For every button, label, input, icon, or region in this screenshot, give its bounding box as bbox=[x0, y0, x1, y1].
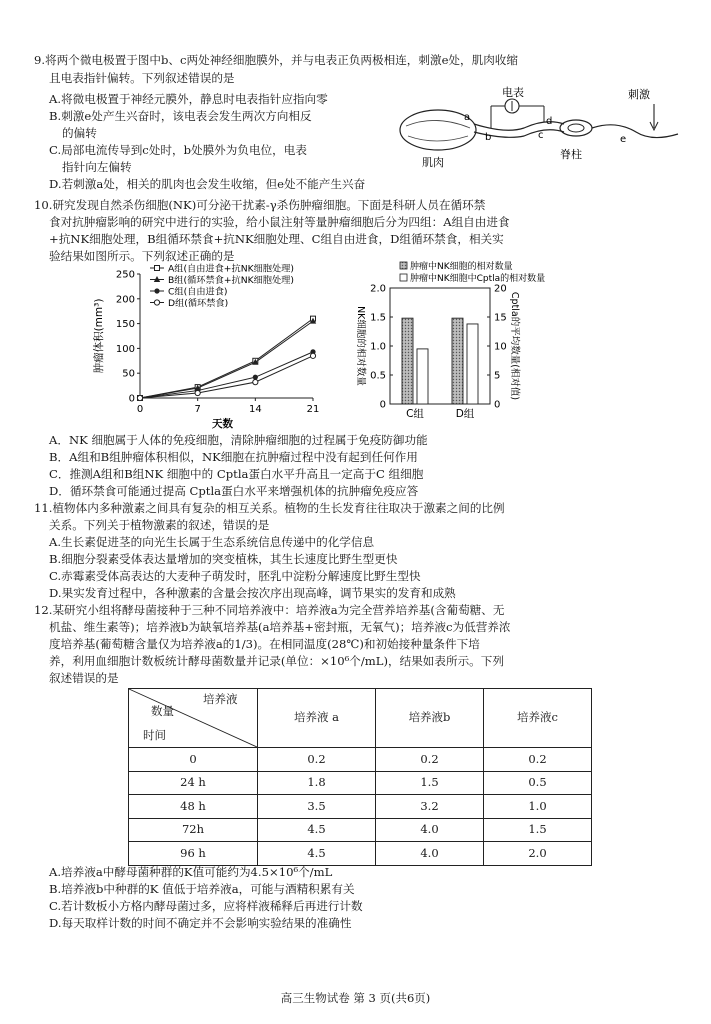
data-point bbox=[195, 390, 200, 395]
legend-marker bbox=[154, 288, 159, 293]
point-e-label: e bbox=[620, 134, 627, 145]
q10-stem-line1: 10.研究发现自然杀伤细胞(NK)可分泌干扰素-γ杀伤肿瘤细胞。下面是科研人员在循环禁 bbox=[34, 198, 486, 212]
legend-marker bbox=[155, 266, 160, 271]
x-tick-label: 0 bbox=[136, 404, 144, 415]
series-line-1 bbox=[140, 319, 313, 398]
q9-stem-line2: 且电表指针偏转。下列叙述错误的是 bbox=[49, 71, 235, 85]
y-tick-label: 1.0 bbox=[370, 341, 386, 353]
bar-1 bbox=[452, 318, 463, 404]
value-cell: 3.5 bbox=[258, 795, 376, 819]
y-tick-label: 150 bbox=[115, 319, 135, 331]
q11-option-c: C.赤霉素受体高表达的大麦种子萌发时，胚乳中淀粉分解速度比野生型快 bbox=[49, 569, 421, 583]
q12-option-c: C.若计数板小方格内酵母菌过多，应将样液稀释后再进行计数 bbox=[49, 899, 363, 913]
time-cell: 48 h bbox=[129, 795, 258, 819]
category-label: C组 bbox=[406, 408, 424, 420]
y-axis-title: 肿瘤体积(mm³) bbox=[93, 298, 105, 374]
q12-option-b: B.培养液b中种群的K 值低于培养液a，可能与酒精积累有关 bbox=[49, 882, 355, 896]
q10-option-c: C．推测A组和B组NK 细胞中的 Cptla蛋白水平升高且一定高于C 组细胞 bbox=[49, 467, 424, 481]
y2-tick-label: 10 bbox=[494, 341, 507, 353]
x-axis-title: 天数 bbox=[212, 418, 233, 430]
q9-option-a: A.将微电极置于神经元膜外，静息时电表指针应指向零 bbox=[49, 92, 328, 106]
q10-option-a: A．NK 细胞属于人体的免疫细胞，清除肿瘤细胞的过程属于免疫防御功能 bbox=[49, 433, 428, 447]
q9-option-c-line2: 指针向左偏转 bbox=[62, 160, 132, 174]
legend-label: A组(自由进食+抗NK细胞处理) bbox=[168, 263, 294, 275]
q11-stem-line2: 关系。下列关于植物激素的叙述，错误的是 bbox=[49, 518, 270, 532]
legend-swatch bbox=[400, 274, 407, 281]
y-axis-title: NK细胞的相对数量 bbox=[355, 306, 366, 386]
data-point bbox=[137, 395, 142, 400]
value-cell: 4.5 bbox=[258, 818, 376, 842]
x-tick-label: 21 bbox=[306, 404, 320, 415]
muscle-label: 肌肉 bbox=[422, 156, 444, 169]
y-tick-label: 50 bbox=[122, 368, 135, 380]
q9-option-c-line1: C.局部电流传导到c处时，b处膜外为负电位，电表 bbox=[49, 143, 307, 157]
column-header-b: 培养液b bbox=[376, 689, 484, 748]
q10-stem-line3: +抗NK细胞处理，B组循环禁食+抗NK细胞处理、C组自由进食，D组循环禁食，相关实 bbox=[49, 232, 504, 246]
time-cell: 96 h bbox=[129, 842, 258, 866]
value-cell: 0.5 bbox=[484, 771, 592, 795]
yeast-count-table bbox=[128, 688, 592, 866]
page-footer: 高三生物试卷 第 3 页(共6页) bbox=[280, 991, 431, 1005]
spine-shape bbox=[560, 120, 592, 136]
legend-marker bbox=[154, 300, 159, 305]
y-tick-label: 0 bbox=[379, 399, 386, 411]
legend-label: 肿瘤中NK细胞中Cptla的相对数量 bbox=[410, 274, 546, 284]
value-cell: 4.0 bbox=[376, 842, 484, 866]
y-tick-label: 1.5 bbox=[370, 312, 386, 324]
y2-tick-label: 0 bbox=[494, 399, 501, 411]
stimulus-label: 刺激 bbox=[628, 88, 650, 101]
table-row bbox=[129, 748, 592, 772]
y-tick-label: 200 bbox=[115, 294, 135, 306]
q12-option-a: A.培养液a中酵母菌种群的K值可能约为4.5×10⁶个/mL bbox=[49, 865, 333, 879]
point-a-label: a bbox=[464, 112, 471, 123]
spine-label: 脊柱 bbox=[560, 148, 582, 161]
table-corner-cell bbox=[129, 689, 258, 748]
bar-1 bbox=[402, 318, 413, 404]
meter-label: 电表 bbox=[502, 86, 524, 99]
value-cell: 0.2 bbox=[258, 748, 376, 772]
nk-cptla-bar-chart bbox=[350, 258, 546, 430]
q11-option-a: A.生长素促进茎的向光生长属于生态系统信息传递中的化学信息 bbox=[49, 535, 375, 549]
value-cell: 1.0 bbox=[484, 795, 592, 819]
time-cell: 72h bbox=[129, 818, 258, 842]
q10-option-d: D．循环禁食可能通过提高 Cptla蛋白水平来增强机体的抗肿瘤免疫应答 bbox=[49, 484, 419, 498]
q11-option-b: B.细胞分裂素受体表达量增加的突变植株，其生长速度比野生型更快 bbox=[49, 552, 398, 566]
legend-label: B组(循环禁食+抗NK细胞处理) bbox=[168, 275, 294, 286]
value-cell: 0.2 bbox=[376, 748, 484, 772]
y-tick-label: 0 bbox=[128, 393, 135, 405]
data-point bbox=[253, 380, 258, 385]
legend-label: D组(循环禁食) bbox=[168, 298, 229, 309]
q10-option-b: B．A组和B组肿瘤体积相似，NK细胞在抗肿瘤过程中没有起到任何作用 bbox=[49, 450, 418, 464]
point-d-label: d bbox=[546, 116, 553, 127]
legend-label: 肿瘤中NK细胞的相对数量 bbox=[410, 262, 513, 272]
bar-2 bbox=[417, 349, 428, 404]
time-cell: 0 bbox=[129, 748, 258, 772]
table-row bbox=[129, 818, 592, 842]
nerve-diagram bbox=[396, 84, 680, 176]
q12-option-d: D.每天取样计数的时间不确定并不会影响实验结果的准确性 bbox=[49, 916, 352, 930]
value-cell: 1.5 bbox=[376, 771, 484, 795]
x-tick-label: 14 bbox=[248, 404, 262, 415]
corner-label-time: 时间 bbox=[143, 728, 166, 742]
table-row bbox=[129, 771, 592, 795]
q11-option-d: D.果实发育过程中，各种激素的含量会按次序出现高峰，调节果实的发育和成熟 bbox=[49, 586, 456, 600]
legend-swatch bbox=[400, 262, 407, 269]
y-tick-label: 250 bbox=[115, 269, 135, 281]
q12-stem-line2: 机盐、维生素等)；培养液b为缺氧培养基(a培养基+密封瓶，无氧气)；培养液c为低营养浓 bbox=[49, 620, 511, 634]
value-cell: 1.8 bbox=[258, 771, 376, 795]
y-tick-label: 0.5 bbox=[370, 370, 386, 382]
value-cell: 1.5 bbox=[484, 818, 592, 842]
time-cell: 24 h bbox=[129, 771, 258, 795]
q10-stem-line4: 验结果如图所示。下列叙述正确的是 bbox=[49, 249, 235, 263]
tumor-volume-line-chart bbox=[88, 262, 352, 430]
y-tick-label: 100 bbox=[115, 343, 135, 355]
value-cell: 2.0 bbox=[484, 842, 592, 866]
y2-axis-title: Cptla的平均数量(相对值) bbox=[509, 291, 520, 401]
data-point bbox=[310, 353, 315, 358]
x-tick-label: 7 bbox=[194, 404, 201, 415]
table-header-row bbox=[129, 689, 592, 748]
value-cell: 4.0 bbox=[376, 818, 484, 842]
q9-option-b-line2: 的偏转 bbox=[62, 126, 97, 140]
y2-tick-label: 15 bbox=[494, 312, 507, 324]
y2-tick-label: 5 bbox=[494, 370, 501, 382]
corner-label-medium: 培养液 bbox=[203, 692, 238, 706]
point-c-label: c bbox=[538, 130, 544, 141]
data-point bbox=[253, 375, 258, 380]
q9-stem-line1: 9.将两个微电极置于图中b、c两处神经细胞膜外，并与电表正负两极相连，刺激e处，肌肉收缩 bbox=[34, 53, 518, 67]
point-b-label: b bbox=[485, 132, 492, 143]
corner-label-count: 数量 bbox=[151, 704, 174, 718]
q12-stem-line3: 度培养基(葡萄糖含量仅为培养液a的1/3)。在相同温度(28℃)和初始接种量条件下培 bbox=[49, 637, 480, 651]
table-row bbox=[129, 795, 592, 819]
value-cell: 3.2 bbox=[376, 795, 484, 819]
y2-tick-label: 20 bbox=[494, 283, 507, 295]
y-tick-label: 2.0 bbox=[370, 283, 386, 295]
q12-stem-line1: 12.某研究小组将酵母菌接种于三种不同培养液中：培养液a为完全营养培养基(含葡萄糖、无 bbox=[34, 603, 505, 617]
legend-label: C组(自由进食) bbox=[168, 286, 228, 298]
q11-stem-line1: 11.植物体内多种激素之间具有复杂的相互关系。植物的生长发育往往取决于激素之间的比例 bbox=[34, 501, 505, 515]
q9-option-d: D.若刺激a处，相关的肌肉也会发生收缩，但e处不能产生兴奋 bbox=[49, 177, 366, 191]
q12-stem-line5: 叙述错误的是 bbox=[49, 671, 119, 685]
series-line-4 bbox=[140, 356, 313, 398]
table-row bbox=[129, 842, 592, 866]
category-label: D组 bbox=[455, 408, 475, 420]
q10-stem-line2: 食对抗肿瘤影响的研究中进行的实验，给小鼠注射等量肿瘤细胞后分为四组：A组自由进食 bbox=[49, 215, 510, 229]
value-cell: 4.5 bbox=[258, 842, 376, 866]
q12-stem-line4: 养，利用血细胞计数板统计酵母菌数量并记录(单位：×10⁶个/mL)，结果如表所示。下列 bbox=[49, 654, 504, 668]
value-cell: 0.2 bbox=[484, 748, 592, 772]
bar-2 bbox=[467, 324, 478, 404]
q9-option-b-line1: B.刺激e处产生兴奋时，该电表会发生两次方向相反 bbox=[49, 109, 312, 123]
column-header-a: 培养液 a bbox=[258, 689, 376, 748]
series-line-2 bbox=[140, 321, 313, 398]
column-header-c: 培养液c bbox=[484, 689, 592, 748]
